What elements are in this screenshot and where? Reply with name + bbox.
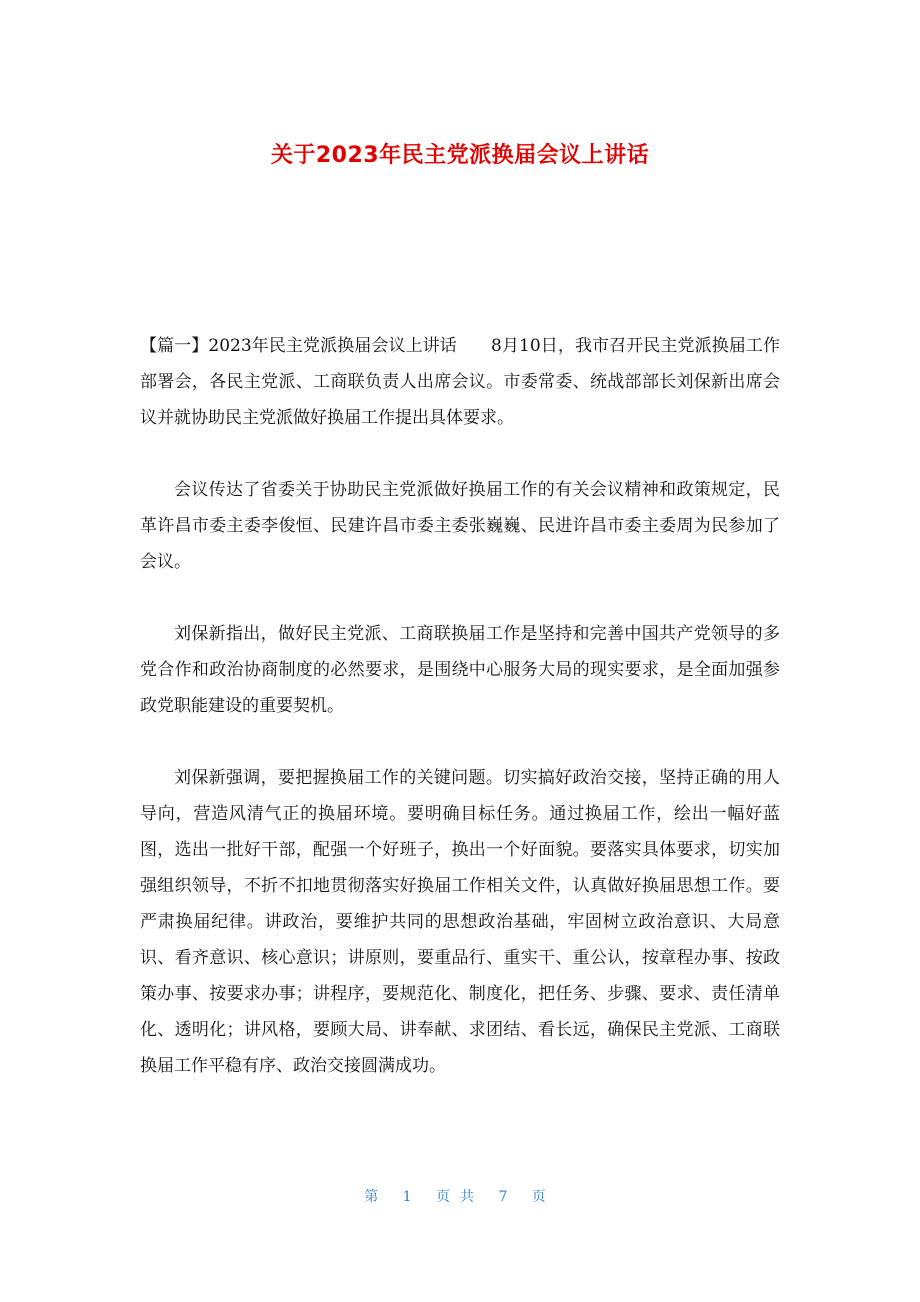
paragraph-3: 刘保新指出，做好民主党派、工商联换届工作是坚持和完善中国共产党领导的多党合作和政治协商制度的必然要求，是围绕中心服务大局的现实要求，是全面加强参政党职能建设的重要契机。: [140, 624, 780, 716]
document-title: 关于2023年民主党派换届会议上讲话: [270, 143, 650, 168]
paragraph-1: 【篇一】2023年民主党派换届会议上讲话 8月10日，我市召开民主党派换届工作部署会，各民主党派、工商联负责人出席会议。市委常委、统战部部长刘保新出席会议并就协助民主党派做好换届工作提出具体要求。: [140, 336, 780, 428]
paragraph-4: 刘保新强调，要把握换届工作的关键问题。切实搞好政治交接，坚持正确的用人导向，营造风清气正的换届环境。要明确目标任务。通过换届工作，绘出一幅好蓝图，选出一批好干部，配强一个好班子，换出一个好面貌。要落实具体要求，切实加强组织领导，不折不扣地贯彻落实好换届工作相关文件，认真做好换届思想工作。要严肃换届纪律。讲政治，要维护共同的思想政治基础，牢固树立政治意识、大局意识、看齐意识、核心意识；讲原则，要重品行、重实干、重公认，按章程办事、按政策办事、按要求办事；讲程序，要规范化、制度化，把任务、步骤、要求、责任清单化、透明化；讲风格，要顾大局、讲奉献、求团结、看长远，确保民主党派、工商联换届工作平稳有序、政治交接圆满成功。: [140, 768, 780, 1076]
page-number-footer: 第 1 页共 7 页: [364, 1189, 556, 1205]
document-body: [140, 328, 780, 1120]
paragraph-2: 会议传达了省委关于协助民主党派做好换届工作的有关会议精神和政策规定，民革许昌市委主委李俊恒、民建许昌市委主委张巍巍、民进许昌市委主委周为民参加了会议。: [140, 480, 780, 572]
